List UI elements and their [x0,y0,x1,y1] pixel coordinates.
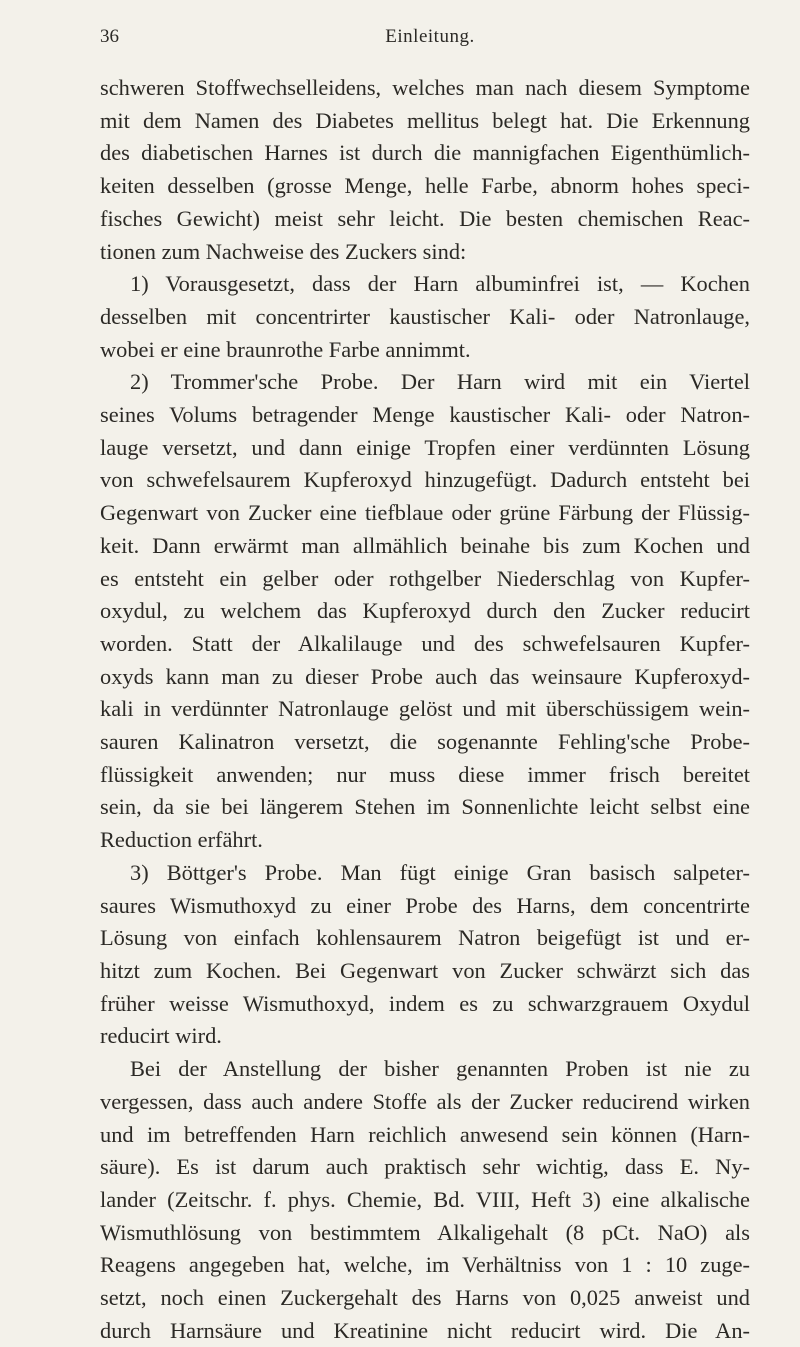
text-line: 3) Böttger's Probe. Man fügt einige Gran basisch salpeter- [130,859,750,885]
text-line: sein, da sie bei längerem Stehen im Sonnenlichte leicht selbst eine [100,794,750,820]
text-line: desselben mit concentrirter kaustischer Kali- oder Natronlauge, [100,303,750,329]
text-line: seines Volums betragender Menge kaustischer Kali- oder Natron- [100,402,750,428]
text-line: sauren Kalinatron versetzt, die sogenannte Fehling'sche Probe- [100,729,750,755]
text-line: Bei der Anstellung der bisher genannten Proben ist nie zu [130,1056,750,1082]
text-line: setzt, noch einen Zuckergehalt des Harns von 0,025 anweist und [100,1285,750,1311]
text-line: es entsteht ein gelber oder rothgelber Niederschlag von Kupfer- [100,565,750,591]
text-line: durch Harnsäure und Kreatinine nicht reducirt wird. Die An- [100,1317,750,1343]
text-line: flüssigkeit anwenden; nur muss diese immer frisch bereitet [100,761,750,787]
body-text [100,72,750,1347]
page-header [100,26,760,56]
text-line: früher weisse Wismuthoxyd, indem es zu schwarzgrauem Oxydul [100,990,750,1016]
text-line: 1) Vorausgesetzt, dass der Harn albuminfrei ist, — Kochen [130,271,750,297]
text-line: schweren Stoffwechselleidens, welches man nach diesem Symptome [100,75,750,100]
text-line: von schwefelsaurem Kupferoxyd hinzugefügt. Dadurch entsteht bei [100,467,750,493]
text-line: kali in verdünnter Natronlauge gelöst und mit überschüssigem wein- [100,696,750,722]
text-line: mit dem Namen des Diabetes mellitus belegt hat. Die Erkennung [100,107,750,133]
text-line: Gegenwart von Zucker eine tiefblaue oder grüne Färbung der Flüssig- [100,500,750,526]
text-line: wobei er eine braunrothe Farbe annimmt. [100,336,471,362]
text-line: Reduction erfährt. [100,827,263,853]
text-line: worden. Statt der Alkalilauge und des schwefelsauren Kupfer- [100,630,750,656]
text-line: saures Wismuthoxyd zu einer Probe des Harns, dem concentrirte [100,892,750,918]
text-line: keiten desselben (grosse Menge, helle Farbe, abnorm hohes speci- [100,173,750,199]
text-line: des diabetischen Harnes ist durch die mannigfachen Eigenthümlich- [100,140,750,166]
text-line: oxydul, zu welchem das Kupferoxyd durch den Zucker reducirt [100,598,750,624]
text-line: fisches Gewicht) meist sehr leicht. Die besten chemischen Reac- [100,205,750,231]
text-line: Lösung von einfach kohlensaurem Natron beigefügt ist und er- [100,925,750,951]
page-number: 36 [100,26,119,47]
text-line: keit. Dann erwärmt man allmählich beinahe bis zum Kochen und [100,532,750,558]
text-line: lander (Zeitschr. f. phys. Chemie, Bd. VIII, Heft 3) eine alkalische [100,1186,750,1212]
text-line: tionen zum Nachweise des Zuckers sind: [100,238,467,264]
text-line: vergessen, dass auch andere Stoffe als der Zucker reducirend wirken [100,1088,750,1114]
running-head: Einleitung. [385,26,475,47]
text-line: säure). Es ist darum auch praktisch sehr wichtig, dass E. Ny- [100,1154,750,1180]
text-line: oxyds kann man zu dieser Probe auch das weinsaure Kupferoxyd- [100,663,750,689]
text-line: reducirt wird. [100,1023,222,1049]
text-line: hitzt zum Kochen. Bei Gegenwart von Zucker schwärzt sich das [100,957,750,983]
text-line: und im betreffenden Harn reichlich anwesend sein können (Harn- [100,1121,750,1147]
text-line: 2) Trommer'sche Probe. Der Harn wird mit ein Viertel [130,369,750,395]
text-line: Reagens angegeben hat, welche, im Verhältniss von 1 : 10 zuge- [100,1252,750,1278]
text-line: lauge versetzt, und dann einige Tropfen einer verdünnten Lösung [100,434,750,460]
text-line: Wismuthlösung von bestimmtem Alkaligehalt (8 pCt. NaO) als [100,1219,750,1245]
